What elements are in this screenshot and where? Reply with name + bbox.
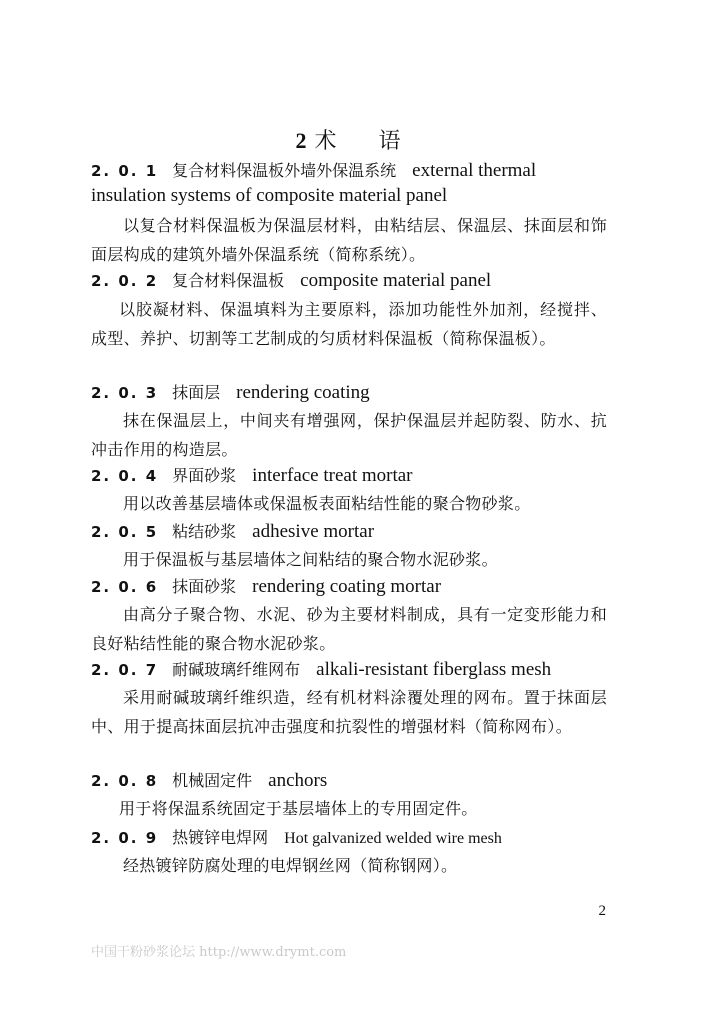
term-en: interface treat mortar xyxy=(252,465,413,486)
term-cn: 界面砂浆 xyxy=(172,466,237,485)
chapter-title xyxy=(0,124,706,155)
term-heading xyxy=(91,574,611,598)
term-number: 2. 0. 5 xyxy=(91,523,159,541)
term-cn: 抹面层 xyxy=(172,383,221,402)
term-cn: 机械固定件 xyxy=(172,771,253,790)
term-cn: 热镀锌电焊网 xyxy=(172,828,269,847)
term-cn: 耐碱玻璃纤维网布 xyxy=(172,660,301,679)
term-definition: 抹在保温层上，中间夹有增强网，保护保温层并起防裂、防水、抗冲击作用的构造层。 xyxy=(91,411,607,459)
term-definition: 用以改善基层墙体或保温板表面粘结性能的聚合物砂浆。 xyxy=(123,494,531,513)
term-number: 2. 0. 2 xyxy=(91,272,159,290)
term-en: adhesive mortar xyxy=(252,521,375,542)
chapter-title-text: 术 语 xyxy=(314,129,411,154)
term-definition: 采用耐碱玻璃纤维织造，经有机材料涂覆处理的网布。置于抹面层中、用于提高抹面层抗冲击强度和抗裂性的增强材料（简称网布）。 xyxy=(91,688,607,736)
term-cn: 复合材料保温板外墙外保温系统 xyxy=(172,161,397,180)
term-heading xyxy=(91,268,611,292)
term-en-continuation: insulation systems of composite material panel xyxy=(91,185,448,206)
term-definition: 用于保温板与基层墙体之间粘结的聚合物水泥砂浆。 xyxy=(123,550,498,569)
term-number: 2. 0. 7 xyxy=(91,661,159,679)
term-number: 2. 0. 9 xyxy=(91,829,159,847)
term-definition: 用于将保温系统固定于基层墙体上的专用固定件。 xyxy=(119,799,478,818)
term-en: external thermal xyxy=(412,160,537,181)
term-cn: 抹面砂浆 xyxy=(172,577,237,596)
term-heading xyxy=(91,768,611,792)
term-number: 2. 0. 4 xyxy=(91,467,159,485)
term-cn: 粘结砂浆 xyxy=(172,522,237,541)
term-cn: 复合材料保温板 xyxy=(172,271,285,290)
term-definition: 以复合材料保温板为保温层材料，由粘结层、保温层、抹面层和饰面层构成的建筑外墙外保温系统（简称系统）。 xyxy=(91,216,607,264)
watermark: 中国干粉砂浆论坛 http://www.drymt.com xyxy=(91,945,347,960)
term-heading xyxy=(91,519,611,543)
term-definition: 由高分子聚合物、水泥、砂为主要材料制成，具有一定变形能力和良好粘结性能的聚合物水泥砂浆。 xyxy=(91,605,607,653)
term-number: 2. 0. 3 xyxy=(91,384,159,402)
term-en: rendering coating xyxy=(236,382,370,403)
term-heading xyxy=(91,463,611,487)
chapter-number: 2 xyxy=(295,128,307,153)
term-definition: 以胶凝材料、保温填料为主要原料，添加功能性外加剂，经搅拌、成型、养护、切割等工艺制成的匀质材料保温板（简称保温板）。 xyxy=(91,300,607,348)
term-definition: 经热镀锌防腐处理的电焊钢丝网（简称钢网）。 xyxy=(123,856,458,875)
term-heading xyxy=(91,380,611,404)
term-heading xyxy=(91,158,611,182)
term-number: 2. 0. 8 xyxy=(91,772,159,790)
term-en: rendering coating mortar xyxy=(252,576,442,597)
term-heading xyxy=(91,825,611,848)
term-number: 2. 0. 6 xyxy=(91,578,159,596)
term-en: composite material panel xyxy=(300,270,492,291)
term-en: Hot galvanized welded wire mesh xyxy=(284,830,502,847)
term-en: alkali-resistant fiberglass mesh xyxy=(316,659,552,680)
page-number: 2 xyxy=(598,903,606,919)
term-en: anchors xyxy=(268,770,328,791)
term-number: 2. 0. 1 xyxy=(91,162,159,180)
term-heading xyxy=(91,657,611,681)
